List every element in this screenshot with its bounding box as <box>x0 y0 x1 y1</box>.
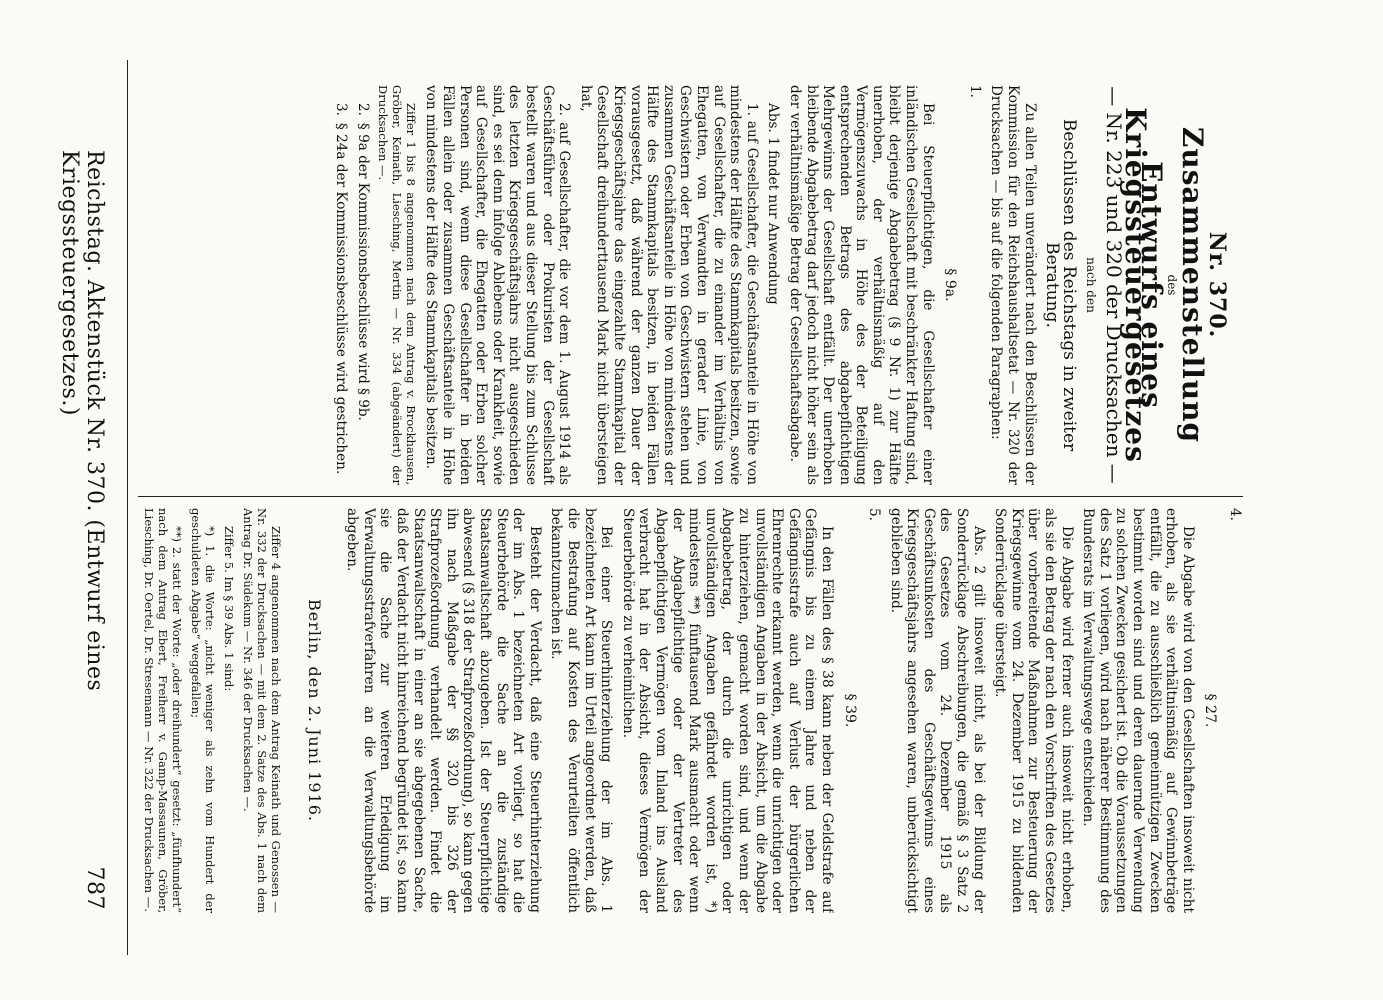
item-3-text: § 24a der Kommissionsbeschlüsse wird gestrichen. <box>333 123 350 475</box>
section-27-heading: § 27. <box>1202 693 1219 728</box>
item-2-text: § 9a der Kommissionsbeschlüsse wird § 9b. <box>354 123 371 421</box>
section-27-p2: Die Abgabe wird ferner auch insoweit nicht erhoben, als sie den Betrag der nach den Vorschriften des Gesetzes über vorbereitende Maßnahmen zur Besteuerung der Kriegsgewinne vom 24. Dezember 1915 zu bildenden Sonderrücklage übersteigt. <box>992 508 1075 913</box>
footnote-ziffer-4: Ziffer 4 angenommen nach dem Antrag Keinath und Genossen — Nr. 332 der Drucksachen — mit dem 2. Satze des Abs. 1 nach dem Antrag Dr. Südekum — Nr. 346 der Drucksachen —. <box>241 508 284 913</box>
header-title: Reichstag. Aktenstück Nr. 370. (Entwurf eines Kriegssteuergesetzes.) <box>57 150 107 692</box>
item-1 <box>376 85 983 485</box>
section-39-p2: Bei einer Steuerhinterziehung der im Abs. 1 bezeichneten Art kann im Urteil angeordnet werden, daß die Bestrafung auf Kosten des Verurteilten öffentlich bekanntzumachen ist. <box>548 508 615 913</box>
section-9a-p3: 1. auf Gesellschafter, die Geschäftsanteile in Höhe von mindestens der Hälfte des Stammkapitals besitzen, sowie auf Gesellschafter, die zu einander im Verhältnis von Ehegatten, von Verwandten in gerader Linie, von Geschwistern oder Erben von Geschwistern stehen und zusammen Geschäftsanteile in Höhe von mindestens der Hälfte des Stammkapitals besitzen, in beiden Fällen vorausgesetzt, daß während der ganzen Dauer der Kriegsgeschäftsjahre das eingezahlte Stammkapital der Gesellschaft dreihunderttausend Mark nicht übersteigen hat, <box>577 85 760 485</box>
page-number: 787 <box>82 866 107 910</box>
item-3: 3.§ 24a der Kommissionsbeschlüsse wird gestrichen. <box>333 103 350 475</box>
title-beschluesse: Beschlüssen des Reichstags in zweiter Beratung. <box>1042 118 1079 452</box>
document-title-2: Entwurfs eines Kriegssteuergesetzes <box>1118 107 1169 463</box>
title-des: des <box>1164 274 1179 296</box>
item-2: 2.§ 9a der Kommissionsbeschlüsse wird § 9b. <box>354 103 371 421</box>
section-9a-p1: Bei Steuerpflichtigen, die Gesellschafter einer inländischen Gesellschaft mit beschränkter Haftung sind, bleibt derjenige Abgabebetrag (§ 9 Nr. 1) zur Hälfte unerhoben, der verhältnismäßig auf den Vermögenszuwachs in Höhe des der Beteiligung entsprechenden Betrags des abgabepflichtigen Mehrgewinns der Gesellschaft entfällt. Der unerhoben bleibende Abgabebetrag darf jedoch nicht höher sein als der verhältnismäßige Betrag der Gesellschaftsabgabe. <box>786 85 936 485</box>
footnote-ziffer-5: Ziffer 5. Im § 39 Abs. 1 sind: <box>222 526 237 692</box>
section-9a-footnote: Ziffer 1 bis 8 angenommen nach dem Antrag v. Brockhausen, Gröber, Keinath, Liesching, Mertin — Nr. 334 (abgeändert) der Drucksachen —. <box>375 85 418 485</box>
section-39-p1: In den Fällen des § 38 kann neben der Geldstrafe auf Gefängnis bis zu einem Jahre und neben der Gefängnisstrafe auch auf Verlust der bürgerlichen Ehrenrechte erkannt werden, wenn die unrichtigen oder unvollständigen Angaben in der Absicht, um die Abgabe zu hinterziehen, gemacht worden sind, und wenn der Abgabebetrag, der durch die unrichtigen oder unvollständigen Angaben gefährdet worden ist, *) mindestens **) fünftausend Mark ausmacht oder wenn der Abgabepflichtige oder der Vertreter des Abgabepflichtigen Vermögen vom Inland ins Ausland verbracht hat in der Absicht, dieses Vermögen der Steuerbehörde zu verheimlichen. <box>619 508 835 913</box>
section-27-p3: Abs. 2 gilt insoweit nicht, als bei der Bildung der Sonderrücklage Abschreibungen, die gemäß § 3 Satz 2 des Gesetzes vom 24. Dezember 1915 als Geschäftsunkosten des Geschäftsgewinns eines Kriegsgeschäftsjahrs angesehen waren, unberücksichtigt geblieben sind. <box>887 508 987 913</box>
section-9a-p4: 2. auf Gesellschafter, die vor dem 1. August 1914 als Geschäftsführer oder Prokuristen der Gesellschaft bestellt waren und aus dieser Stellung bis zum Schlusse des letzten Kriegsgeschäftsjahrs nicht ausgeschieden sind, es sei denn infolge Ablebens oder Krankheit, sowie auf Gesellschafter, die Ehegatten oder Erben solcher Personen sind, wenn diese Gesellschafter in beiden Fällen allein oder zusammen Geschäftsanteile in Höhe von mindestens der Hälfte des Stammkapitals besitzen. <box>423 85 573 485</box>
right-column <box>133 508 1243 913</box>
header-rule <box>127 60 128 955</box>
document-date: Berlin, den 2. Juni 1916. <box>304 598 324 823</box>
section-39-p3: Besteht der Verdacht, daß eine Steuerhinterziehung der im Abs. 1 bezeichneten Art vorliegt, so hat die Steuerbehörde die Sache an die zuständige Staatsanwaltschaft abzugeben. Ist der Steuerpflichtige abwesend (§ 318 der Strafprozeßordnung), so kann gegen ihn nach Maßgabe der §§ 320 bis 326 der Strafprozeßordnung verhandelt werden. Findet die Staatsanwaltschaft in einer an sie abgegebenen Sache, daß der Verdacht nicht hinreichend begründet ist, so kann sie die Sache zur weiteren Erledigung im Verwaltungsstrafverfahren an die Verwaltungsbehörde abgeben. <box>344 508 543 913</box>
left-column <box>133 85 1243 485</box>
column-divider <box>138 496 1243 497</box>
section-9a-p2: Abs. 1 findet nur Anwendung <box>765 103 782 305</box>
section-27-p1: Die Abgabe wird von den Gesellschaften insoweit nicht erhoben, als sie verhältnismäßig auf Gewinnbeträge entfällt, die zu ausschließlich gemeinnützigen Zwecken bestimmt worden sind und deren dauernde Verwendung zu solchen Zwecken gesichert ist. Ob die Voraussetzungen des Satz 1 vorliegen, wird nach näherer Bestimmung des Bundesrats im Verwaltungswege entschieden. <box>1080 508 1196 913</box>
item-4-number: 4. <box>1227 508 1243 521</box>
footnote-star-2: **) 2. statt der Worte: „oder dreihundert“ gesetzt: „fünfhundert“ nach dem Antrag Ebert, Freiherr v. Gamp-Massaunen, Gröber, Liesching, Dr. Oertel, Dr. Stresemann — Nr. 322 der Drucksachen —. <box>142 508 185 913</box>
document-subtitle: — Nr. 223 und 320 der Drucksachen — <box>1102 86 1127 484</box>
intro-paragraph: Zu allen Teilen unverändert nach den Beschlüssen der Kommission für den Reichshaushaltsetat — Nr. 320 der Drucksachen — bis auf die folgenden Paragraphen: <box>988 85 1038 485</box>
item-5-number: 5. <box>866 508 883 521</box>
section-9a-heading: § 9a. <box>942 268 959 302</box>
item-1-number: 1. <box>966 85 983 98</box>
running-header <box>57 150 113 910</box>
section-39-heading: § 39. <box>841 693 858 728</box>
title-nach-den: nach den <box>1084 257 1099 313</box>
document-title: Zusammenstellung <box>1176 126 1210 444</box>
footnote-star-1: *) 1. die Worte: „nicht weniger als zehn vom Hundert der geschuldeten Abgabe“ weggefallen; <box>189 508 218 913</box>
document-number: Nr. 370. <box>1204 231 1230 339</box>
